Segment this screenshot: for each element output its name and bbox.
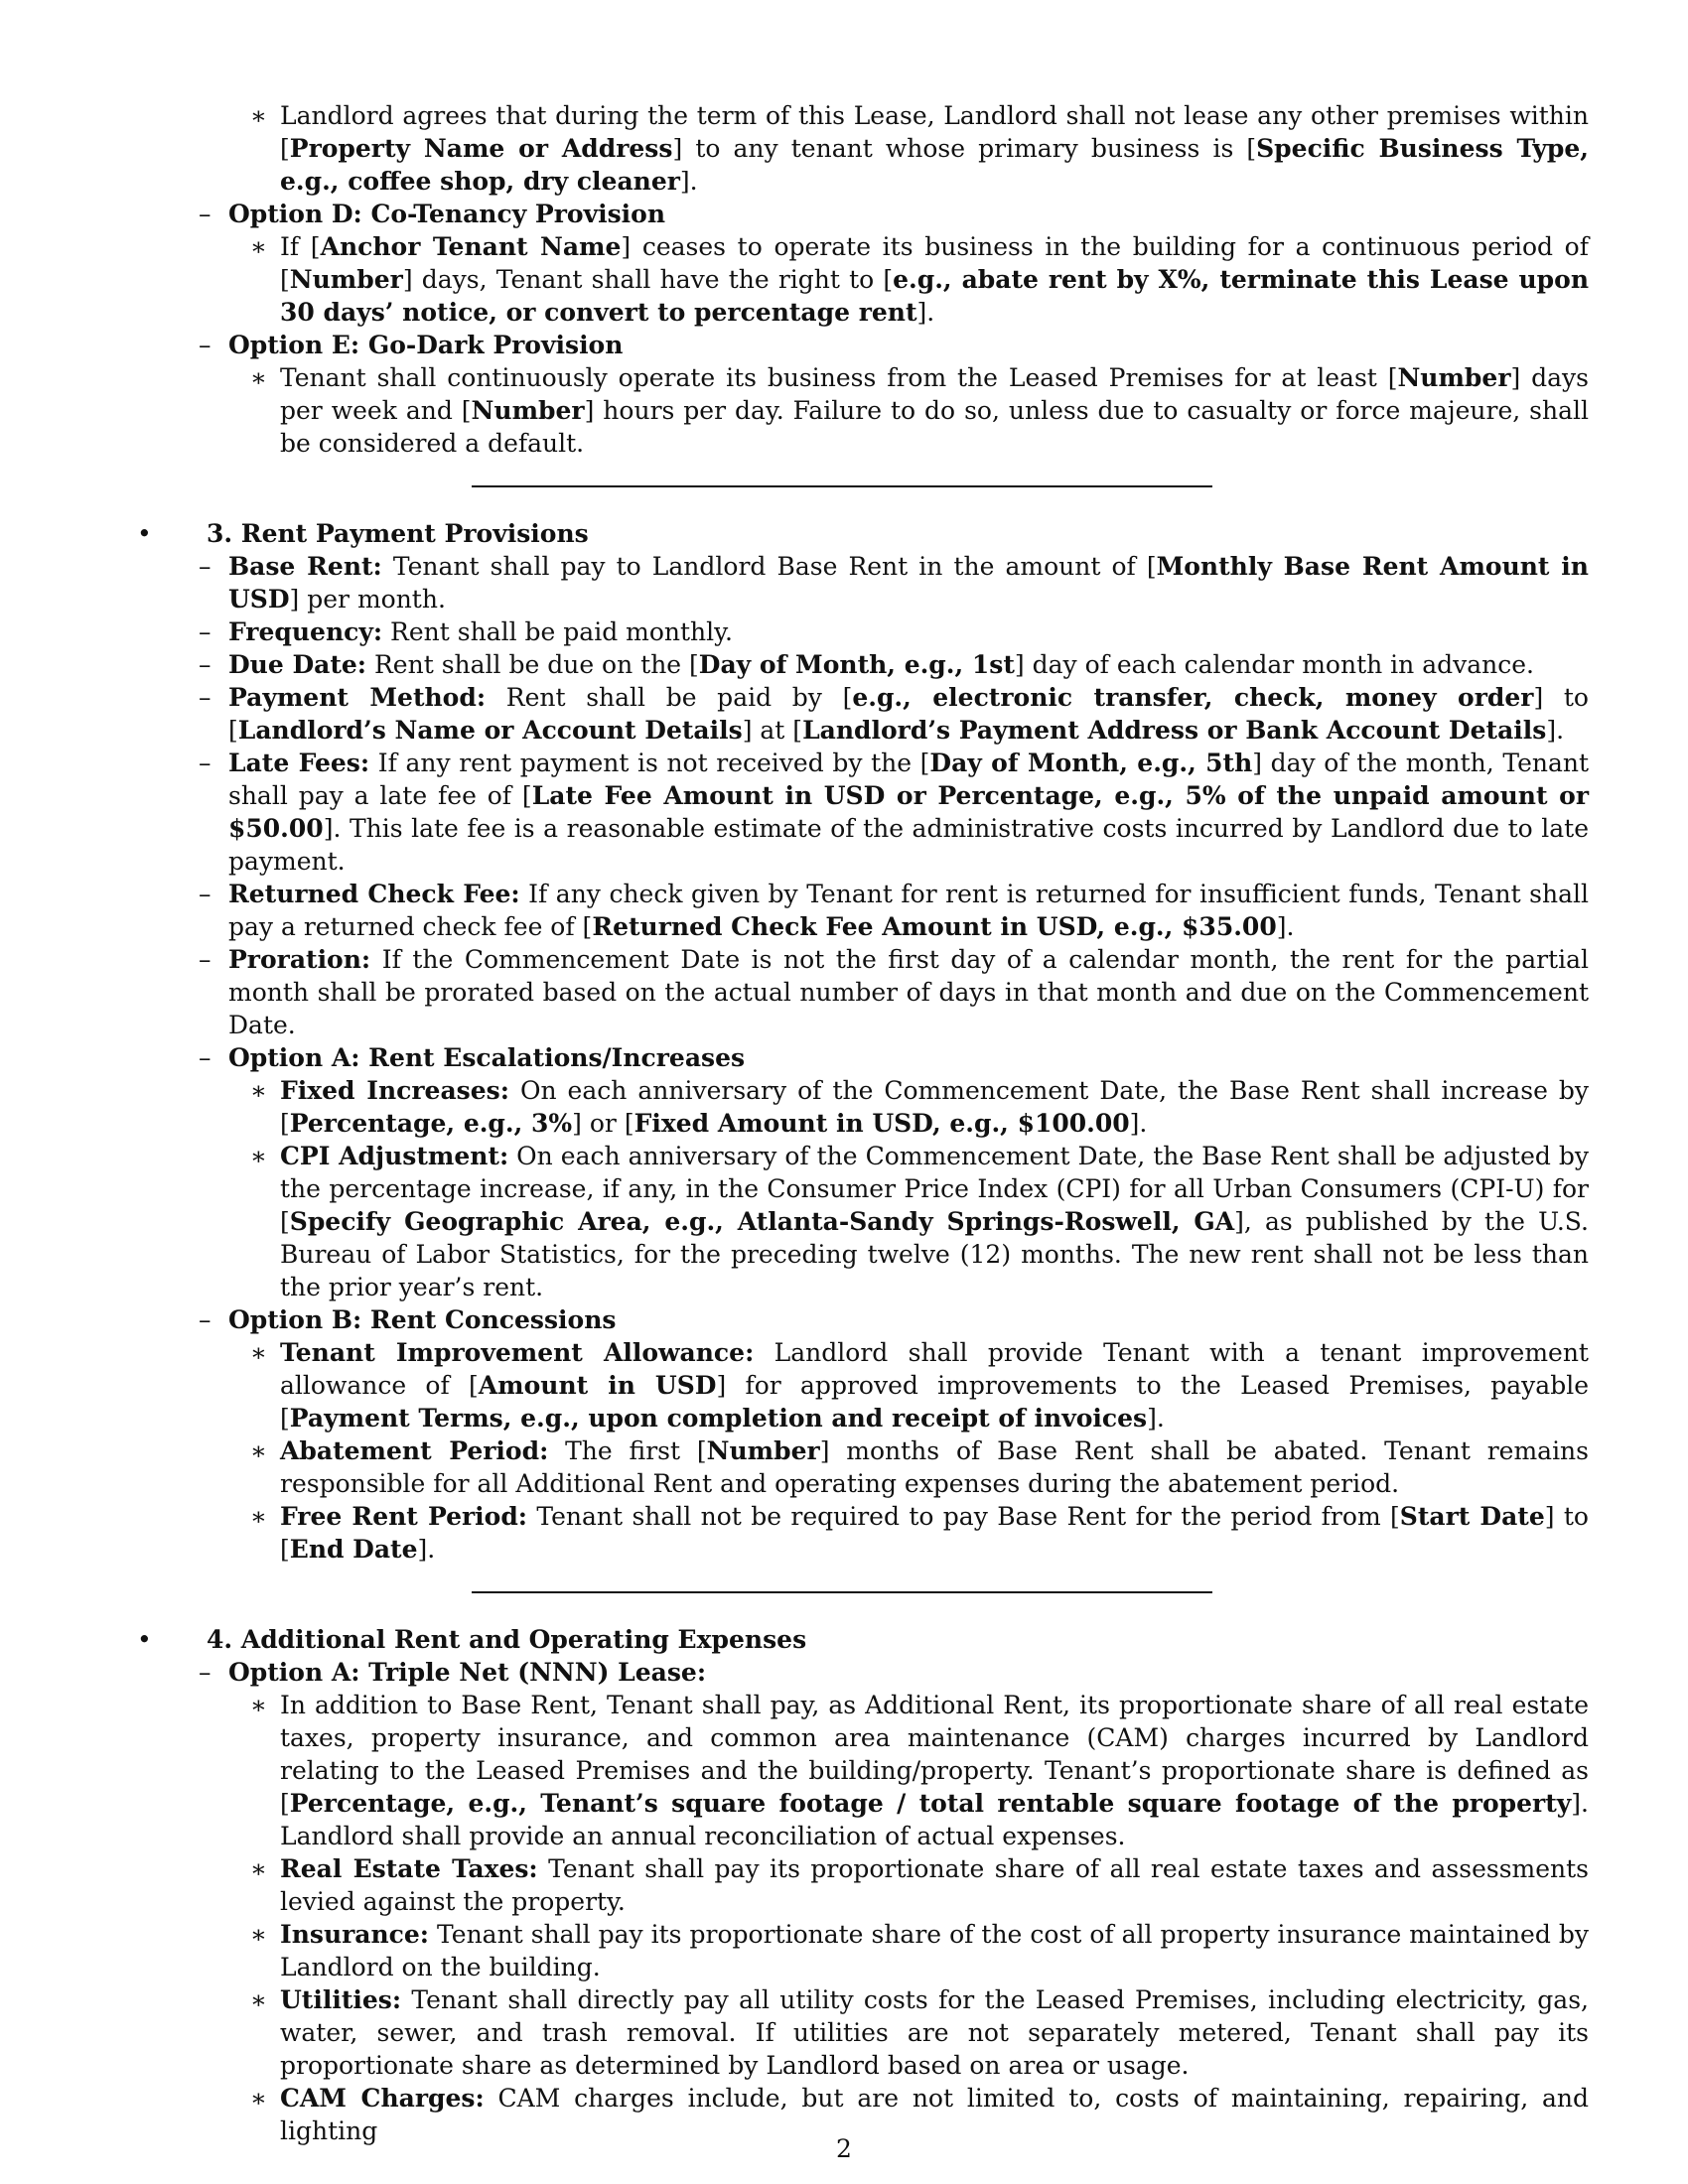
dash-marker: –	[199, 1043, 211, 1072]
bullet-marker: ∗	[250, 1985, 267, 2014]
list-item: ∗ Tenant shall continuously operate its business from the Leased Premises for at least [Number] days per week and [Number] hours per day. Failure to do so, unless due to casualty or force majeure, shall be considered a default.	[250, 363, 1589, 458]
page-number: 2	[836, 2134, 852, 2163]
dash-marker: –	[199, 200, 211, 228]
list-item: ∗ Real Estate Taxes: Tenant shall pay its proportionate share of all real estate taxes and assessments levied against the property.	[250, 1854, 1590, 1916]
list-item: ∗ If [Anchor Tenant Name] ceases to operate its business in the building for a continuous period of [Number] days, Tenant shall have the right to [e.g., abate rent by X%, terminate this Lease upon 30 days’ notice, or convert to percentage rent].	[250, 232, 1589, 327]
section-heading: • 4. Additional Rent and Operating Expenses	[137, 1625, 807, 1654]
dash-marker: –	[199, 617, 211, 646]
bullet-marker: ∗	[250, 363, 267, 392]
list-item: ∗ Tenant Improvement Allowance: Landlord shall provide Tenant with a tenant improvement allowance of [Amount in USD] for approved improvements to the Leased Premises, payable [Payment Terms, e.g., upon completion and receipt of invoices].	[250, 1338, 1589, 1433]
bullet-marker: ∗	[250, 1920, 267, 1949]
option-heading: – Option D: Co-Tenancy Provision	[199, 200, 666, 228]
dash-marker: –	[199, 1305, 211, 1334]
bullet-marker: ∗	[250, 2084, 267, 2113]
dash-marker: –	[199, 331, 211, 359]
document-body	[129, 99, 1589, 2147]
bullet-marker: ∗	[250, 1854, 267, 1883]
bullet-marker: ∗	[250, 101, 267, 130]
list-item: – Returned Check Fee: If any check given by Tenant for rent is returned for insufficient funds, Tenant shall pay a returned check fee of [Returned Check Fee Amount in USD, e.g., $35.00].	[199, 880, 1589, 941]
list-item: ∗ CPI Adjustment: On each anniversary of the Commencement Date, the Base Rent shall be adjusted by the percentage increase, if any, in the Consumer Price Index (CPI) for all Urban Consumers (CPI-U) for [Specify Geographic Area, e.g., Atlanta-Sandy Springs-Roswell, GA], as published by the U.S. Bureau of Labor Statistics, for the preceding twelve (12) months. The new rent shall not be less than the prior year’s rent.	[250, 1142, 1589, 1301]
dash-marker: –	[199, 650, 211, 679]
list-item: ∗ Free Rent Period: Tenant shall not be required to pay Base Rent for the period from [Start Date] to [End Date].	[250, 1502, 1589, 1564]
bullet-marker: ∗	[250, 1436, 267, 1465]
dash-marker: –	[199, 552, 211, 581]
bullet-marker: ∗	[250, 1338, 267, 1367]
list-item: ∗ Abatement Period: The first [Number] months of Base Rent shall be abated. Tenant remains responsible for all Additional Rent and operating expenses during the abatement period.	[250, 1436, 1589, 1498]
list-item: ∗ In addition to Base Rent, Tenant shall pay, as Additional Rent, its proportionate share of all real estate taxes, property insurance, and common area maintenance (CAM) charges incurred by Landlord relating to the Leased Premises and the building/property. Tenant’s proportionate share is defined as [Percentage, e.g., Tenant’s square footage / total rentable square footage of the property]. Landlord shall provide an annual reconciliation of actual expenses.	[250, 1691, 1589, 1850]
option-heading: – Option B: Rent Concessions	[199, 1305, 617, 1334]
list-item: – Payment Method: Rent shall be paid by [e.g., electronic transfer, check, money order] to [Landlord’s Name or Account Details] at [Landlord’s Payment Address or Bank Account Details].	[199, 683, 1589, 745]
option-heading: – Option E: Go-Dark Provision	[199, 331, 624, 359]
dash-marker: –	[199, 945, 211, 974]
list-item: ∗ Fixed Increases: On each anniversary of the Commencement Date, the Base Rent shall increase by [Percentage, e.g., 3%] or [Fixed Amount in USD, e.g., $100.00].	[250, 1076, 1589, 1138]
dash-marker: –	[199, 880, 211, 908]
list-item: – Proration: If the Commencement Date is not the first day of a calendar month, the rent for the partial month shall be prorated based on the actual number of days in that month and due on the Commencement Date.	[199, 945, 1589, 1039]
bullet-marker: ∗	[250, 1691, 267, 1719]
bullet-marker: ∗	[250, 1502, 267, 1531]
list-item: – Frequency: Rent shall be paid monthly.	[199, 617, 733, 646]
list-item: ∗ CAM Charges: CAM charges include, but are not limited to, costs of maintaining, repairing, and lighting	[250, 2084, 1589, 2145]
list-item: ∗ Insurance: Tenant shall pay its proportionate share of the cost of all property insurance maintained by Landlord on the building.	[250, 1920, 1589, 1981]
dash-marker: –	[199, 1658, 211, 1687]
bullet-marker: •	[137, 1625, 152, 1654]
list-item: – Late Fees: If any rent payment is not received by the [Day of Month, e.g., 5th] day of the month, Tenant shall pay a late fee of [Late Fee Amount in USD or Percentage, e.g., 5% of the unpaid amount or $50.00]. This late fee is a reasonable estimate of the administrative costs incurred by Landlord due to late payment.	[199, 749, 1590, 876]
list-item: ∗ Utilities: Tenant shall directly pay all utility costs for the Leased Premises, including electricity, gas, water, sewer, and trash removal. If utilities are not separately metered, Tenant shall pay its proportionate share as determined by Landlord based on area or usage.	[250, 1985, 1589, 2080]
list-item: – Due Date: Rent shall be due on the [Day of Month, e.g., 1st] day of each calendar month in advance.	[199, 650, 1534, 679]
dash-marker: –	[199, 683, 211, 712]
option-heading: – Option A: Triple Net (NNN) Lease:	[199, 1658, 707, 1687]
list-item: – Base Rent: Tenant shall pay to Landlord Base Rent in the amount of [Monthly Base Rent Amount in USD] per month.	[199, 552, 1589, 614]
bullet-marker: ∗	[250, 232, 267, 261]
bullet-marker: ∗	[250, 1076, 267, 1105]
bullet-marker: •	[137, 519, 152, 548]
section-heading: • 3. Rent Payment Provisions	[137, 519, 589, 548]
list-item: ∗ Landlord agrees that during the term of this Lease, Landlord shall not lease any other premises within [Property Name or Address] to any tenant whose primary business is [Specific Business Type, e.g., coffee shop, dry cleaner].	[250, 101, 1589, 196]
bullet-marker: ∗	[250, 1142, 267, 1170]
option-heading: – Option A: Rent Escalations/Increases	[199, 1043, 746, 1072]
dash-marker: –	[199, 749, 211, 777]
